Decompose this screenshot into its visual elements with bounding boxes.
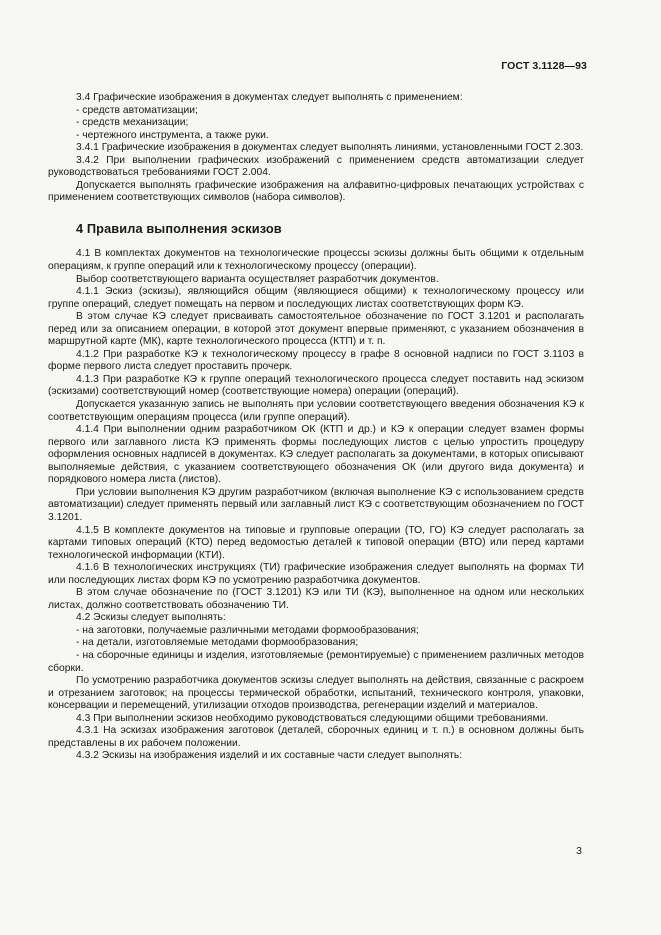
list-item: - средств механизации; xyxy=(76,117,189,129)
list-item: - на детали, изготовляемые методами формообразования; xyxy=(76,637,359,649)
paragraph-4-1-6: 4.1.6 В технологических инструкциях (ТИ) графические изображения следует выполнять на формах ТИ или последующих листах форм КЭ по усмотрению разработчика документов. xyxy=(48,562,584,586)
paragraph-4-2: 4.2 Эскизы следует выполнять: xyxy=(76,612,226,624)
paragraph: В этом случае обозначение по (ГОСТ 3.1201) КЭ или ТИ (КЭ), выполненное на одном или нескольких листах, должно соответствовать обозначению ТИ. xyxy=(48,587,584,611)
paragraph-4-1-1: 4.1.1 Эскиз (эскизы), являющийся общим (являющиеся общими) к технологическому процессу или группе операций, следует помещать на первом и последующих листах соответствующих форм КЭ. xyxy=(48,286,584,310)
paragraph: При условии выполнения КЭ другим разработчиком (включая выполнение КЭ с использованием средств автоматизации) следует применять первый или заглавный лист КЭ с соответствующим обозначением по ГОСТ 3.1201. xyxy=(48,486,584,523)
list-item: - средств автоматизации; xyxy=(76,104,198,116)
paragraph: Выбор соответствующего варианта осуществляет разработчик документов. xyxy=(76,273,439,285)
section-heading: 4 Правила выполнения эскизов xyxy=(76,220,282,236)
paragraph-3-4-2: 3.4.2 При выполнении графических изображений с применением средств автоматизации следует руководствоваться требованиями ГОСТ 2.004. xyxy=(48,154,584,179)
paragraph-3-4: 3.4 Графические изображения в документах следует выполнять с применением: xyxy=(76,92,463,103)
paragraph: По усмотрению разработчика документов эскизы следует выполнять на действия, связанные с раскроем и отрезанием заготовок; на процессы термической обработки, испытаний, технического контроля, упаковки, консервации и перемещений, утилизации отходов производства, регенерации изделий и материалов. xyxy=(48,675,584,712)
paragraph-4-1-3: 4.1.3 При разработке КЭ к группе операций технологического процесса следует поставить над эскизом (эскизами) соответствующий номер (соответствующие номера) операции (операций). xyxy=(48,373,584,398)
paragraph-4-1-4: 4.1.4 При выполнении одним разработчиком ОК (КТП и др.) и КЭ к операции следует взамен формы первого или заглавного листа КЭ применять формы последующих листов с целью упростить процедуру оформления основных надписей в документах. КЭ следует располагать за документами, в которых описывают выполняемые действия, с указанием соответствующего обозначения ОК (или другого вида документа) и порядкового номера листа (листов). xyxy=(48,424,584,486)
paragraph-4-1-2: 4.1.2 При разработке КЭ к технологическому процессу в графе 8 основной надписи по ГОСТ 3.1103 в форме первого листа следует проставить прочерк. xyxy=(48,348,584,373)
paragraph-4-3-2: 4.3.2 Эскизы на изображения изделий и их составные части следует выполнять: xyxy=(76,750,463,762)
paragraph-4-1-5: 4.1.5 В комплекте документов на типовые и групповые операции (ТО, ГО) КЭ следует располагать за картами типовых операций (КТО) перед ведомостью деталей к типовой операции (ВТО) или перед картами технологической информации (КТИ). xyxy=(48,524,584,561)
paragraph-4-3-1: 4.3.1 На эскизах изображения заготовок (деталей, сборочных единиц и т. п.) в основном должны быть представлены в их рабочем положении. xyxy=(48,725,584,749)
list-item: - на сборочные единицы и изделия, изготовляемые (ремонтируемые) с применением различных методов сборки. xyxy=(48,649,584,674)
document-code-header: ГОСТ 3.1128—93 xyxy=(501,60,587,72)
paragraph-3-4-1: 3.4.1 Графические изображения в документах следует выполнять линиями, установленными ГОСТ 2.303. xyxy=(76,142,584,154)
paragraph: В этом случае КЭ следует присваивать самостоятельное обозначение по ГОСТ 3.1201 и располагать перед или за описанием операции, в которой этот документ впервые применяют, с указанием обозначения в маршрутной карте (МК), карте технологического процесса (КТП) и т. п. xyxy=(48,311,584,348)
list-item: - на заготовки, получаемые различными методами формообразования; xyxy=(76,624,419,636)
paragraph-4-1: 4.1 В комплектах документов на технологические процессы эскизы должны быть общими к отдельным операциям, к группе операций или к технологическому процессу (операции). xyxy=(48,248,584,273)
paragraph-allowed: Допускается выполнять графические изображения на алфавитно-цифровых печатающих устройствах с применением соответствующих символов (набора символов). xyxy=(48,179,584,204)
page-number: 3 xyxy=(576,845,582,857)
paragraph: Допускается указанную запись не выполнять при условии соответствующего введения обозначения КЭ к соответствующим операциям процесса (или группе операций). xyxy=(48,399,584,423)
page-body xyxy=(48,92,584,763)
paragraph-4-3: 4.3 При выполнении эскизов необходимо руководствоваться следующими общими требованиями. xyxy=(76,712,549,724)
list-item: - чертежного инструмента, а также руки. xyxy=(76,129,269,141)
